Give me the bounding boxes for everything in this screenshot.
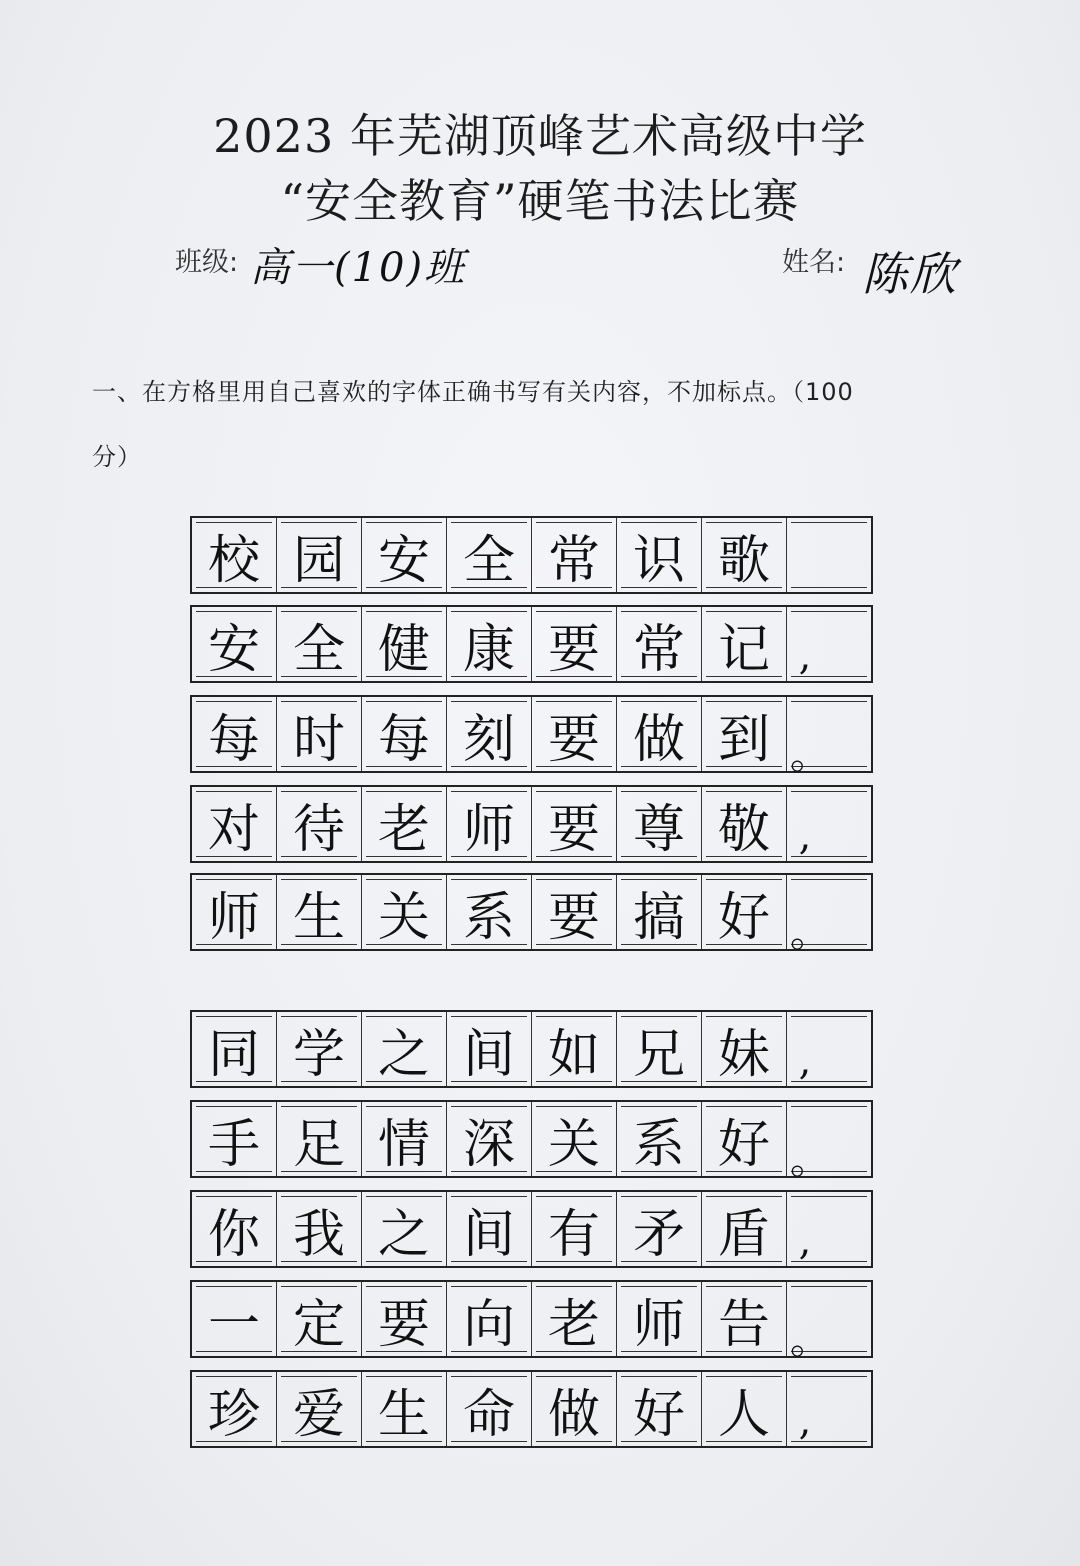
class-value: 高一(10)班 (250, 245, 467, 291)
grid-cell: 做 (532, 1372, 617, 1446)
grid-cell: 间 (447, 1012, 532, 1086)
grid-row (190, 1010, 873, 1088)
row-punctuation: , (798, 1038, 812, 1084)
grid-cell: 好 (702, 875, 787, 949)
grid-cell: 尊 (617, 787, 702, 861)
grid-cell: 老 (362, 787, 447, 861)
grid-cell: 生 (362, 1372, 447, 1446)
grid-cell: 足 (277, 1102, 362, 1176)
grid-cell: 学 (277, 1012, 362, 1086)
grid-cell: 待 (277, 787, 362, 861)
grid-cell: 常 (617, 607, 702, 681)
grid-cell: 我 (277, 1192, 362, 1266)
name-label: 姓名: (782, 247, 846, 278)
page-title-line-1: 2023 年芜湖顶峰艺术高级中学 (213, 109, 867, 163)
grid-cell: 到 (702, 697, 787, 771)
grid-row (190, 1280, 873, 1358)
grid-cell: 安 (362, 518, 447, 592)
grid-cell: 歌 (702, 518, 787, 592)
grid-cell: 系 (617, 1102, 702, 1176)
grid-cell: 手 (192, 1102, 277, 1176)
grid-cell: 常 (532, 518, 617, 592)
instruction-line-1: 一、在方格里用自己喜欢的字体正确书写有关内容，不加标点。（100 (92, 378, 854, 406)
grid-cell: 健 (362, 607, 447, 681)
grid-cell: 同 (192, 1012, 277, 1086)
grid-row (190, 605, 873, 683)
grid-cell: 定 (277, 1282, 362, 1356)
grid-cell: 你 (192, 1192, 277, 1266)
grid-cell: 深 (447, 1102, 532, 1176)
row-punctuation: , (798, 633, 812, 679)
instruction-line-2: 分） (92, 443, 142, 471)
grid-cell: 老 (532, 1282, 617, 1356)
grid-row (190, 785, 873, 863)
grid-cell: 要 (532, 607, 617, 681)
grid-cell: 校 (192, 518, 277, 592)
grid-cell: 妹 (702, 1012, 787, 1086)
row-punctuation: 。 (790, 910, 830, 956)
grid-cell: 珍 (192, 1372, 277, 1446)
grid-cell: 时 (277, 697, 362, 771)
grid-cell: 如 (532, 1012, 617, 1086)
grid-cell: 要 (362, 1282, 447, 1356)
grid-cell: 做 (617, 697, 702, 771)
grid-cell: 师 (447, 787, 532, 861)
grid-cell: 爱 (277, 1372, 362, 1446)
grid-cell: 记 (702, 607, 787, 681)
grid-cell: 康 (447, 607, 532, 681)
grid-cell: 人 (702, 1372, 787, 1446)
grid-cell: 园 (277, 518, 362, 592)
grid-row (190, 1100, 873, 1178)
grid-row (190, 1370, 873, 1448)
grid-row (190, 695, 873, 773)
grid-cell: 向 (447, 1282, 532, 1356)
row-punctuation: , (798, 1398, 812, 1444)
grid-row (190, 516, 873, 594)
grid-cell: 告 (702, 1282, 787, 1356)
row-punctuation: 。 (790, 1137, 830, 1183)
grid-cell: 要 (532, 787, 617, 861)
grid-cell: 刻 (447, 697, 532, 771)
grid-cell: 一 (192, 1282, 277, 1356)
grid-cell: 关 (532, 1102, 617, 1176)
grid-cell: 搞 (617, 875, 702, 949)
grid-cell: 要 (532, 875, 617, 949)
grid-cell: 间 (447, 1192, 532, 1266)
row-punctuation: 。 (790, 1317, 830, 1363)
row-punctuation: 。 (790, 732, 830, 778)
grid-cell: 安 (192, 607, 277, 681)
grid-cell: 生 (277, 875, 362, 949)
grid-cell: 好 (617, 1372, 702, 1446)
grid-cell: 每 (362, 697, 447, 771)
grid-cell: 全 (447, 518, 532, 592)
page-title-line-2: “安全教育”硬笔书法比赛 (280, 174, 800, 228)
grid-cell: 关 (362, 875, 447, 949)
grid-cell: 有 (532, 1192, 617, 1266)
name-value: 陈欣 (862, 247, 958, 301)
grid-cell: 全 (277, 607, 362, 681)
grid-cell: 情 (362, 1102, 447, 1176)
row-punctuation: , (798, 813, 812, 859)
grid-cell: 系 (447, 875, 532, 949)
grid-cell: 师 (617, 1282, 702, 1356)
grid-cell: 要 (532, 697, 617, 771)
class-label: 班级: (175, 247, 239, 278)
row-punctuation: , (798, 1218, 812, 1264)
grid-cell: 命 (447, 1372, 532, 1446)
grid-cell (787, 518, 871, 592)
grid-cell: 之 (362, 1012, 447, 1086)
grid-cell: 矛 (617, 1192, 702, 1266)
grid-row (190, 873, 873, 951)
grid-cell: 师 (192, 875, 277, 949)
grid-cell: 好 (702, 1102, 787, 1176)
grid-cell: 兄 (617, 1012, 702, 1086)
grid-cell: 盾 (702, 1192, 787, 1266)
grid-cell: 识 (617, 518, 702, 592)
grid-cell: 敬 (702, 787, 787, 861)
grid-row (190, 1190, 873, 1268)
grid-cell: 之 (362, 1192, 447, 1266)
grid-cell: 对 (192, 787, 277, 861)
grid-cell: 每 (192, 697, 277, 771)
